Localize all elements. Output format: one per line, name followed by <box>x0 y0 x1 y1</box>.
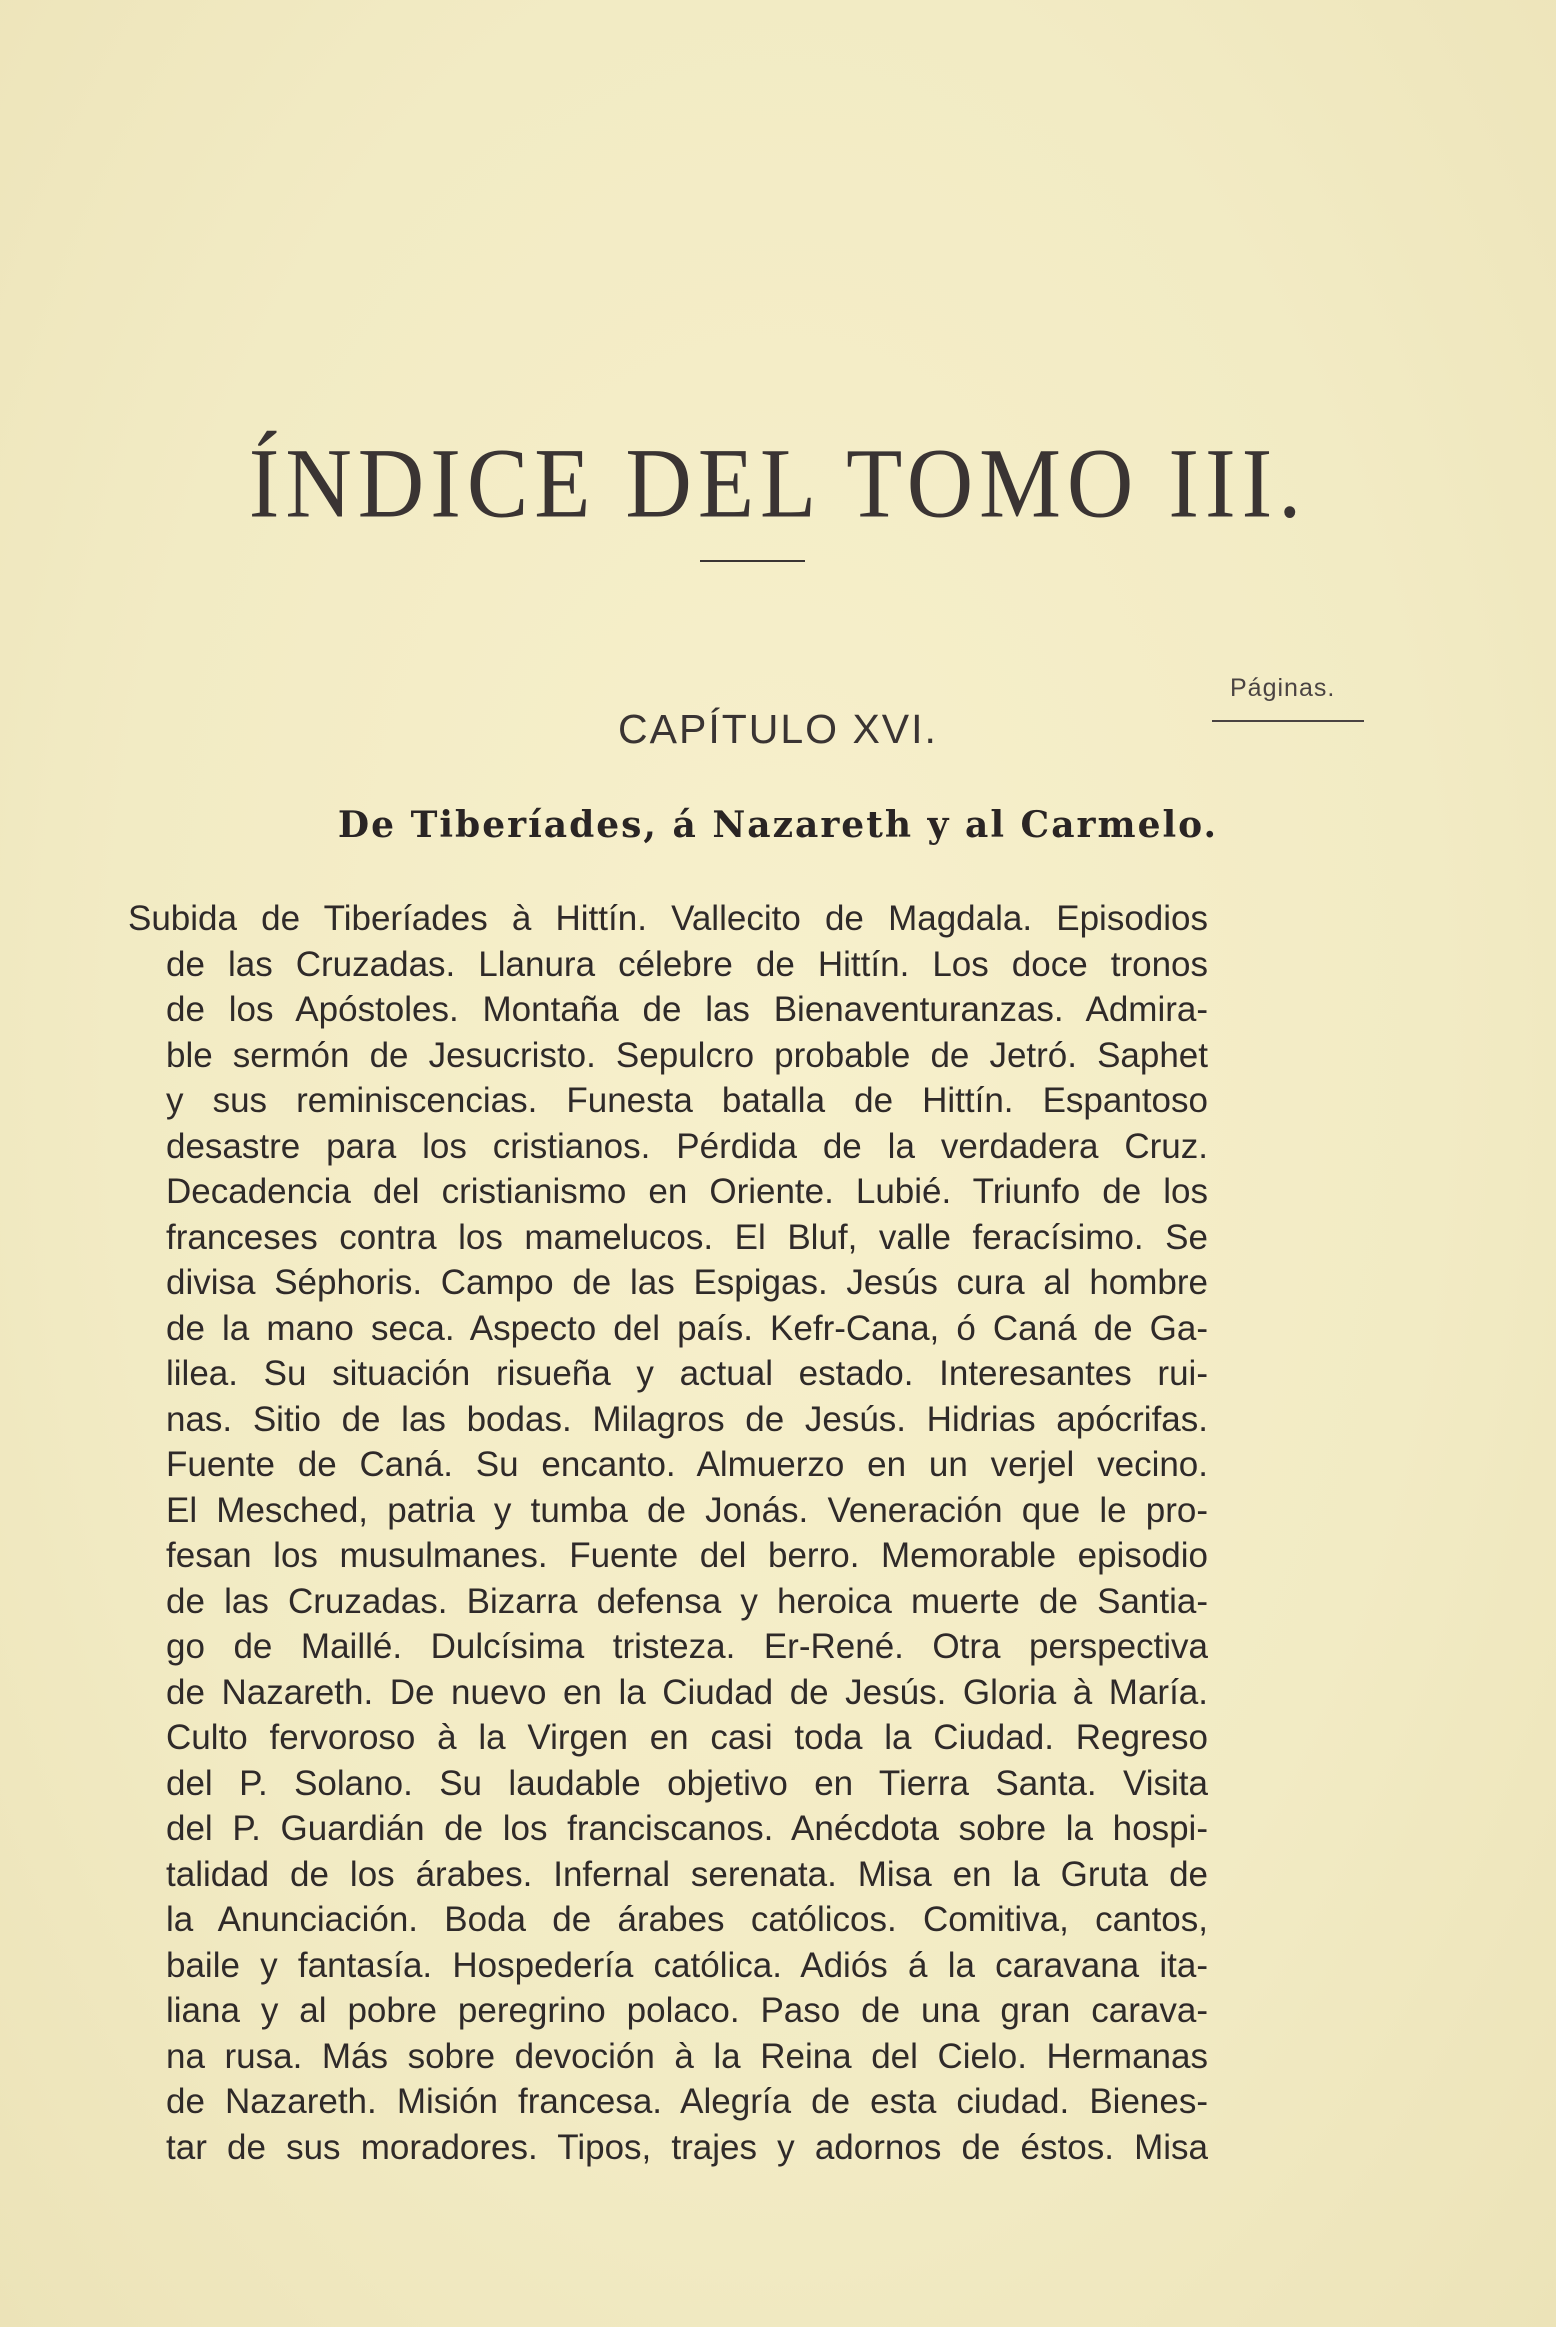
summary-line: de la mano seca. Aspecto del país. Kefr-Cana, ó Caná de Ga- <box>166 1308 1208 1348</box>
summary-line: fesan los musulmanes. Fuente del berro. Memorable episodio <box>166 1536 1208 1575</box>
summary-line: baile y fantasía. Hospedería católica. Adiós á la caravana ita- <box>166 1945 1208 1985</box>
summary-line: y sus reminiscencias. Funesta batalla de Hittín. Espantoso <box>166 1081 1208 1120</box>
summary-line: del P. Solano. Su laudable objetivo en Tierra Santa. Visita <box>166 1763 1208 1803</box>
pages-column-label: Páginas. <box>1230 674 1336 702</box>
summary-line: de los Apóstoles. Montaña de las Bienaventuranzas. Admira- <box>166 990 1208 1029</box>
chapter-heading: CAPÍTULO XVI. <box>618 706 938 752</box>
chapter-subtitle: De Tiberíades, á Nazareth y al Carmelo. <box>337 804 1219 846</box>
summary-line: la Anunciación. Boda de árabes católicos. Comitiva, cantos, <box>166 1900 1208 1939</box>
summary-line: Subida de Tiberíades à Hittín. Vallecito de Magdala. Episodios <box>128 899 1208 938</box>
chapter-summary <box>128 896 1208 2170</box>
summary-line: ble sermón de Jesucristo. Sepulcro probable de Jetró. Saphet <box>166 1035 1208 1075</box>
summary-line: del P. Guardián de los franciscanos. Anécdota sobre la hospi- <box>166 1809 1208 1848</box>
summary-line: El Mesched, patria y tumba de Jonás. Veneración que le pro- <box>166 1490 1208 1530</box>
summary-line: desastre para los cristianos. Pérdida de la verdadera Cruz. <box>166 1126 1208 1166</box>
summary-line: de las Cruzadas. Bizarra defensa y heroica muerte de Santia- <box>166 1581 1208 1621</box>
summary-line: de Nazareth. De nuevo en la Ciudad de Jesús. Gloria à María. <box>166 1672 1208 1712</box>
summary-line: de Nazareth. Misión francesa. Alegría de esta ciudad. Bienes- <box>166 2082 1208 2121</box>
summary-line: Decadencia del cristianismo en Oriente. Lubié. Triunfo de los <box>166 1172 1208 1211</box>
summary-line: franceses contra los mamelucos. El Bluf, valle feracísimo. Se <box>166 1217 1208 1257</box>
title-divider <box>700 560 805 562</box>
page-title: ÍNDICE DEL TOMO III. <box>248 427 1308 539</box>
summary-line: liana y al pobre peregrino polaco. Paso de una gran carava- <box>166 1991 1208 2030</box>
summary-line: tar de sus moradores. Tipos, trajes y adornos de éstos. Misa <box>166 2127 1208 2167</box>
summary-line: talidad de los árabes. Infernal serenata. Misa en la Gruta de <box>166 1854 1208 1894</box>
summary-line: go de Maillé. Dulcísima tristeza. Er-René. Otra perspectiva <box>166 1627 1208 1666</box>
summary-line: Culto fervoroso à la Virgen en casi toda la Ciudad. Regreso <box>166 1718 1208 1757</box>
summary-line: na rusa. Más sobre devoción à la Reina del Cielo. Hermanas <box>166 2036 1208 2076</box>
summary-line: divisa Séphoris. Campo de las Espigas. Jesús cura al hombre <box>166 1263 1208 1302</box>
summary-line: lilea. Su situación risueña y actual estado. Interesantes rui- <box>166 1354 1208 1393</box>
summary-line: de las Cruzadas. Llanura célebre de Hittín. Los doce tronos <box>166 944 1208 984</box>
summary-line: Fuente de Caná. Su encanto. Almuerzo en un verjel vecino. <box>166 1445 1208 1484</box>
summary-line: nas. Sitio de las bodas. Milagros de Jesús. Hidrias apócrifas. <box>166 1399 1208 1439</box>
